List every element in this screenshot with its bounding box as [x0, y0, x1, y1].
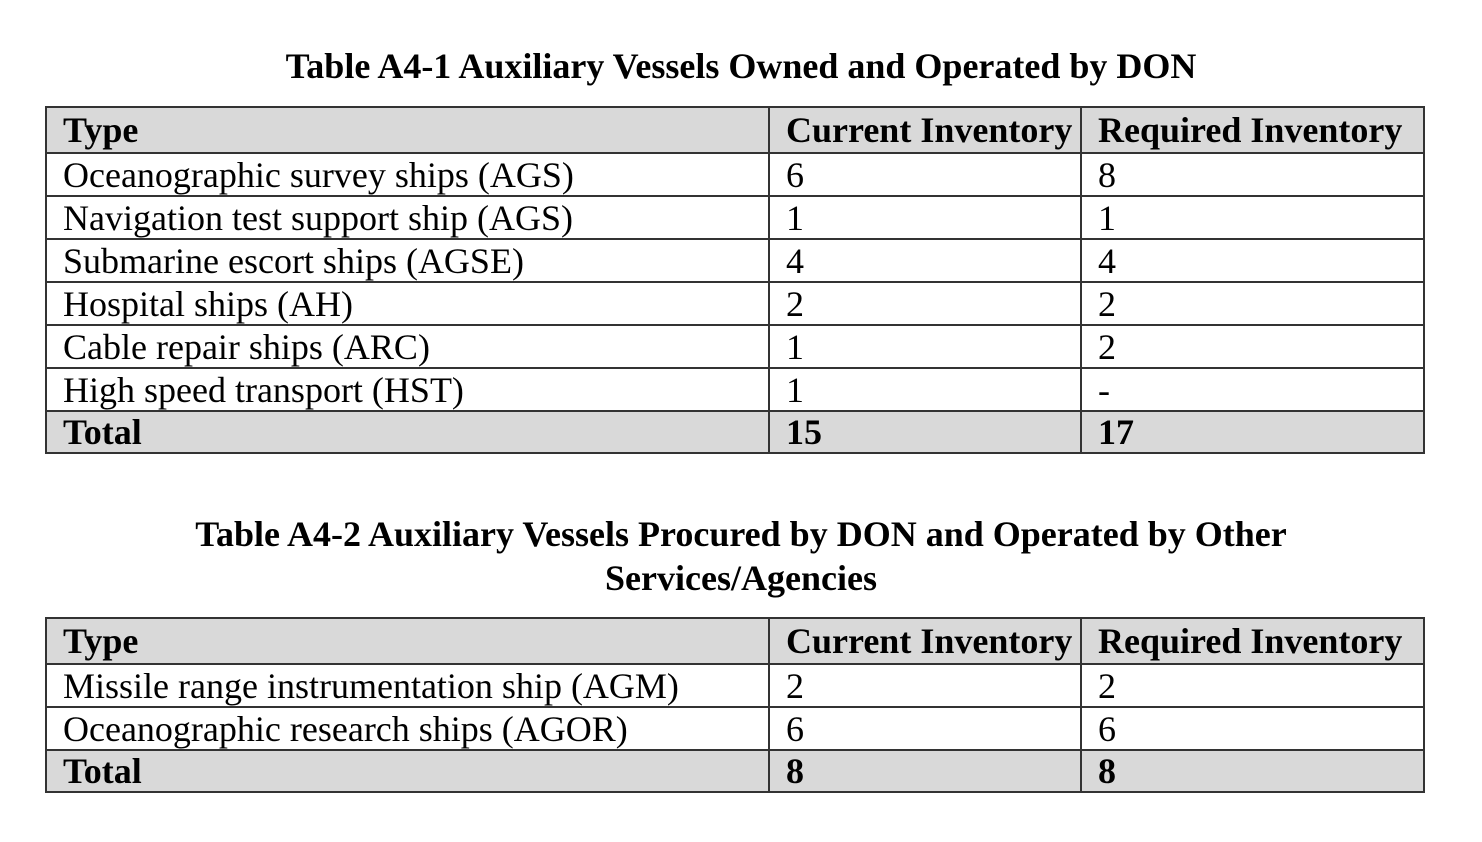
type-cell: High speed transport (HST): [46, 368, 769, 411]
table-header-row: [46, 618, 1424, 664]
table-a4-2: [45, 617, 1425, 793]
table-a4-2-caption-line-2: Services/Agencies: [605, 558, 877, 598]
required-inventory-cell: -: [1081, 368, 1424, 411]
total-required-inventory: 8: [1081, 750, 1424, 792]
required-inventory-cell: 6: [1081, 707, 1424, 750]
header-type: Type: [46, 618, 769, 664]
table-a4-2-caption-line-1: Table A4-2 Auxiliary Vessels Procured by DON and Operated by Other: [195, 514, 1287, 554]
total-label: Total: [46, 750, 769, 792]
total-row: [46, 411, 1424, 453]
header-required-inventory: Required Inventory: [1081, 107, 1424, 153]
type-cell: Navigation test support ship (AGS): [46, 196, 769, 239]
table-row: [46, 707, 1424, 750]
type-cell: Missile range instrumentation ship (AGM): [46, 664, 769, 707]
total-required-inventory: 17: [1081, 411, 1424, 453]
table-row: [46, 325, 1424, 368]
required-inventory-cell: 2: [1081, 664, 1424, 707]
current-inventory-cell: 1: [769, 196, 1081, 239]
total-label: Total: [46, 411, 769, 453]
current-inventory-cell: 6: [769, 707, 1081, 750]
total-current-inventory: 8: [769, 750, 1081, 792]
table-row: [46, 196, 1424, 239]
total-row: [46, 750, 1424, 792]
table-row: [46, 664, 1424, 707]
total-current-inventory: 15: [769, 411, 1081, 453]
table-a4-1: [45, 106, 1425, 454]
current-inventory-cell: 4: [769, 239, 1081, 282]
table-row: [46, 239, 1424, 282]
current-inventory-cell: 1: [769, 325, 1081, 368]
required-inventory-cell: 4: [1081, 239, 1424, 282]
required-inventory-cell: 2: [1081, 325, 1424, 368]
table-row: [46, 368, 1424, 411]
current-inventory-cell: 2: [769, 664, 1081, 707]
table-a4-2-caption: [0, 512, 1482, 600]
header-current-inventory: Current Inventory: [769, 107, 1081, 153]
type-cell: Oceanographic survey ships (AGS): [46, 153, 769, 196]
type-cell: Submarine escort ships (AGSE): [46, 239, 769, 282]
table-row: [46, 282, 1424, 325]
required-inventory-cell: 8: [1081, 153, 1424, 196]
type-cell: Oceanographic research ships (AGOR): [46, 707, 769, 750]
header-type: Type: [46, 107, 769, 153]
table-row: [46, 153, 1424, 196]
table-a4-1-caption: Table A4-1 Auxiliary Vessels Owned and Operated by DON: [285, 46, 1197, 86]
header-required-inventory: Required Inventory: [1081, 618, 1424, 664]
type-cell: Cable repair ships (ARC): [46, 325, 769, 368]
current-inventory-cell: 2: [769, 282, 1081, 325]
type-cell: Hospital ships (AH): [46, 282, 769, 325]
current-inventory-cell: 6: [769, 153, 1081, 196]
table-header-row: [46, 107, 1424, 153]
current-inventory-cell: 1: [769, 368, 1081, 411]
header-current-inventory: Current Inventory: [769, 618, 1081, 664]
required-inventory-cell: 1: [1081, 196, 1424, 239]
required-inventory-cell: 2: [1081, 282, 1424, 325]
